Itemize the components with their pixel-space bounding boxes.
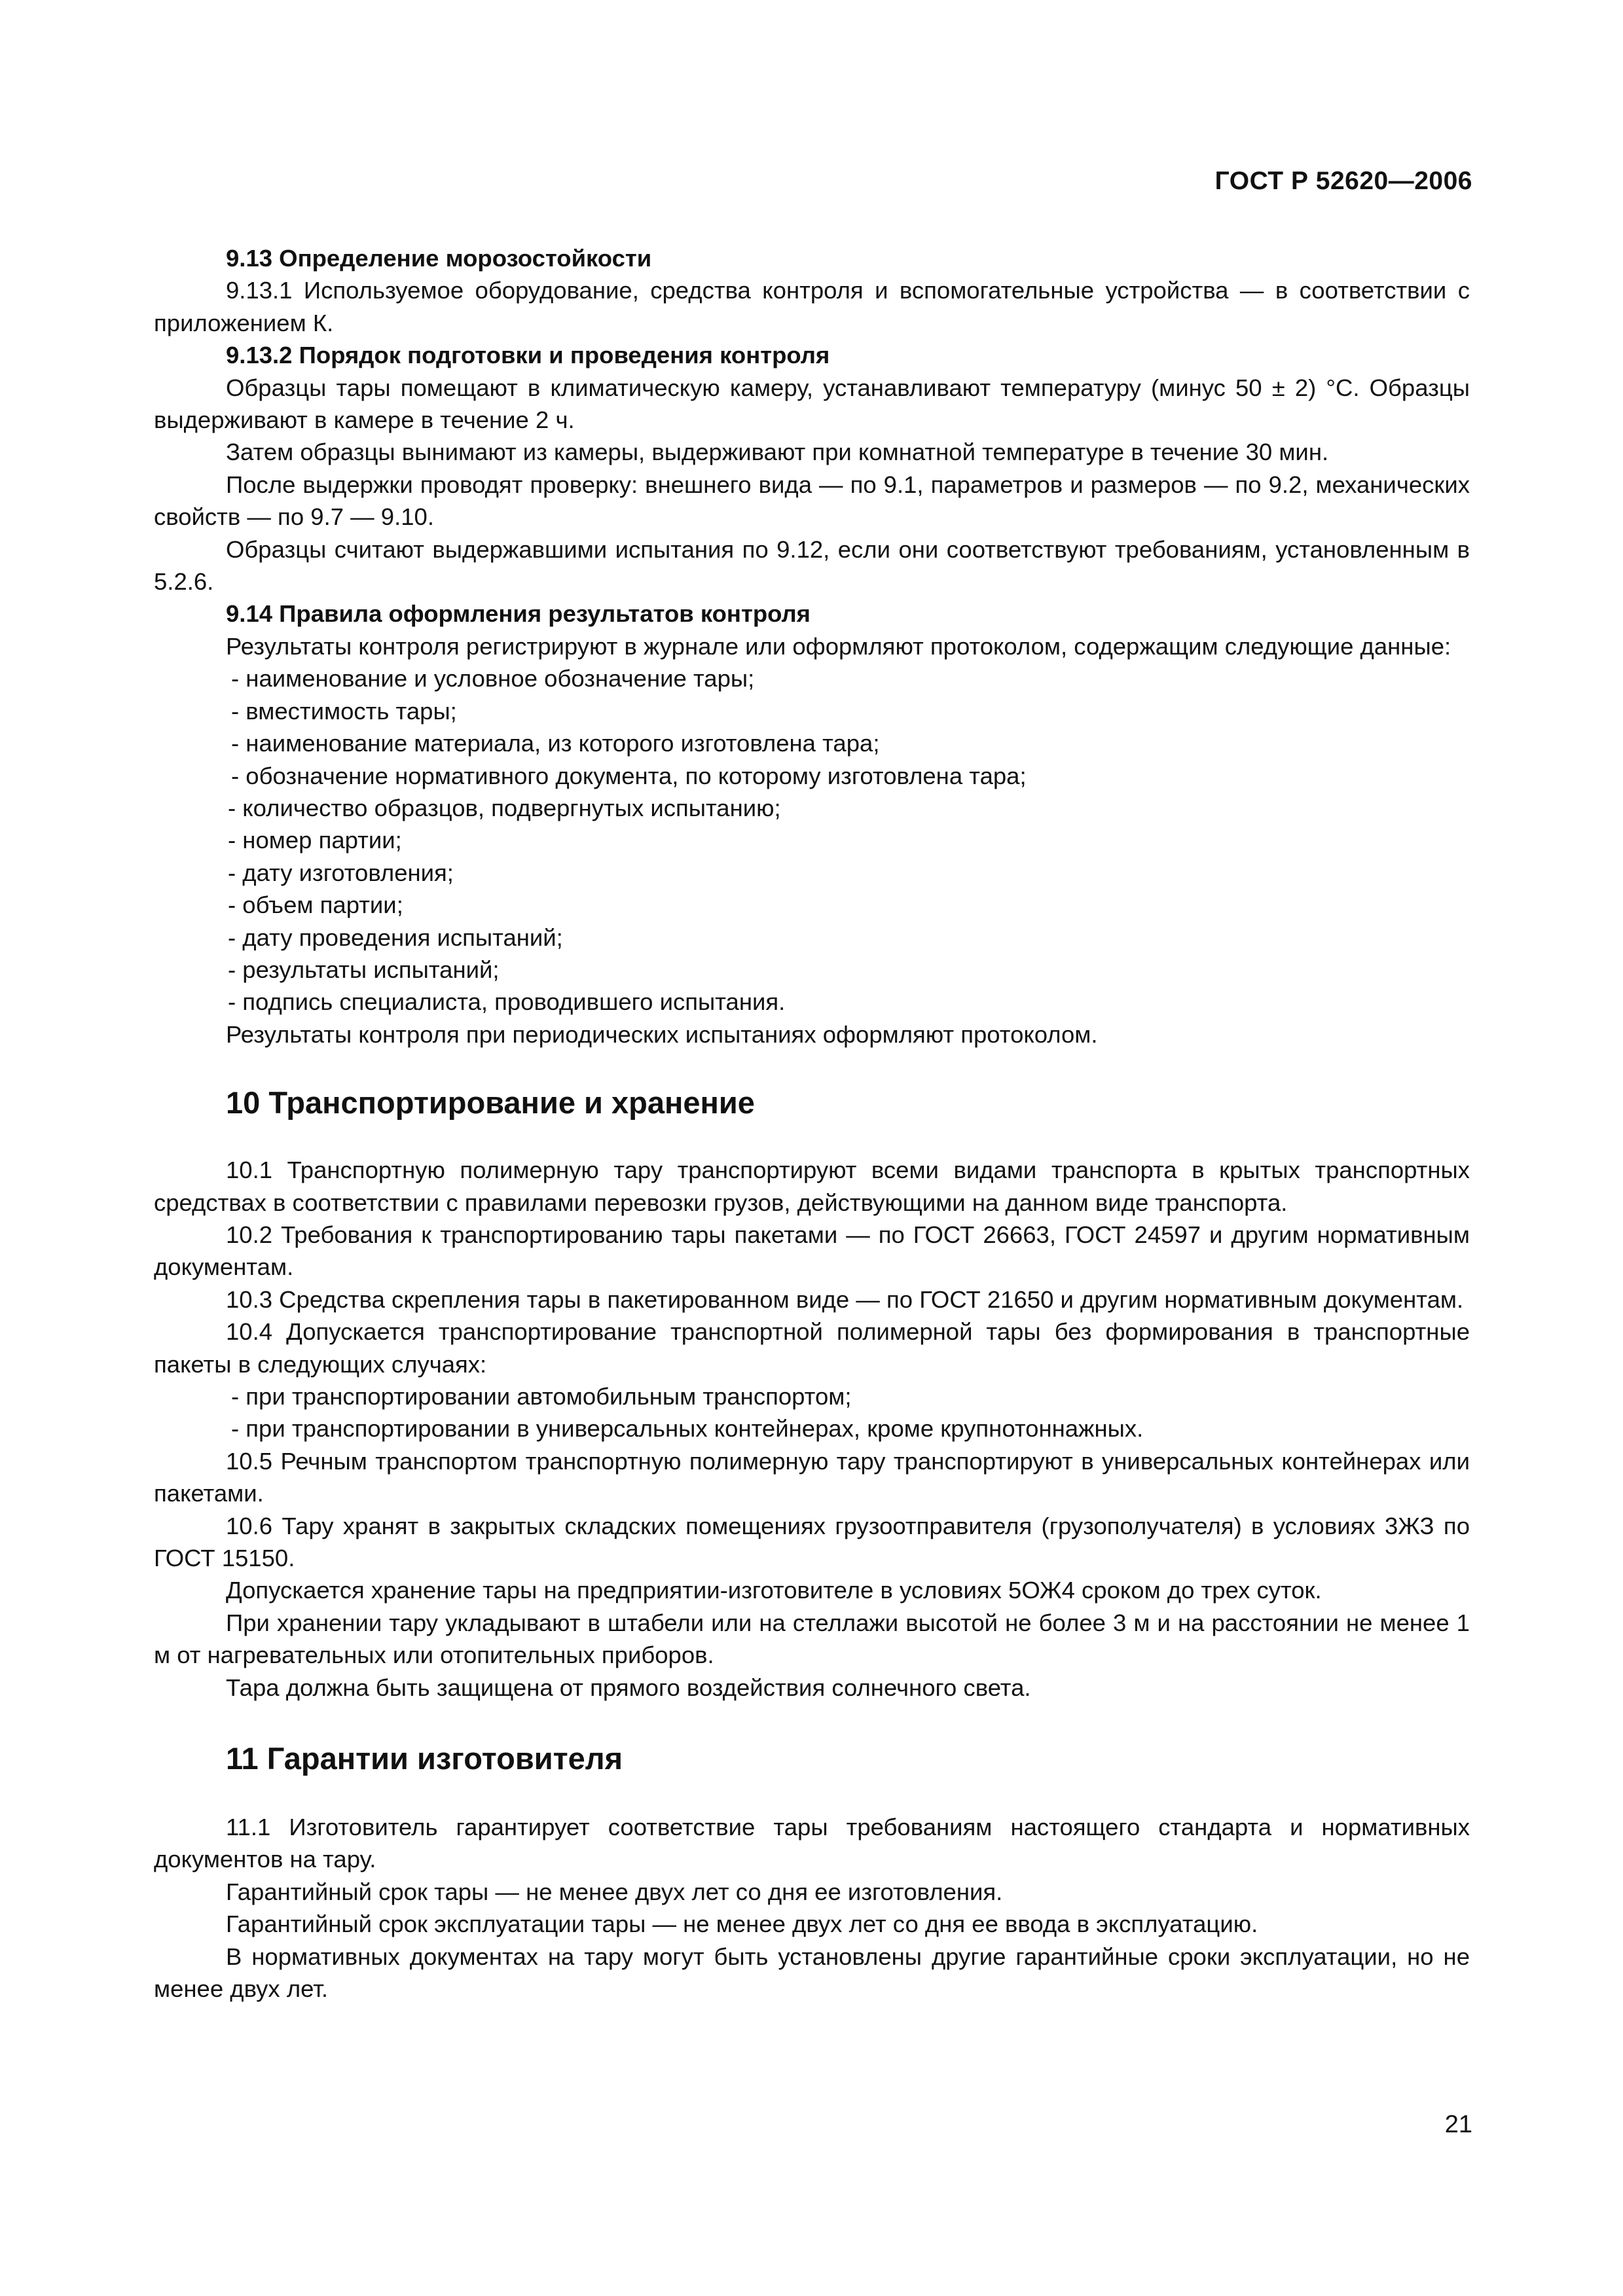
heading-9-14: 9.14 Правила оформления результатов контроля bbox=[226, 600, 811, 628]
paragraph-10-6-b: Допускается хранение тары на предприятии-изготовителе в условиях 5ОЖ4 сроком до трех суток. bbox=[226, 1577, 1322, 1604]
section-title-11: 11 Гарантии изготовителя bbox=[226, 1741, 623, 1776]
paragraph-9-13-2-b: Затем образцы вынимают из камеры, выдерживают при комнатной температуре в течение 30 мин. bbox=[226, 439, 1329, 466]
list-item: - дату изготовления; bbox=[228, 859, 454, 886]
paragraph-10-6: 10.6 Тару хранят в закрытых складских помещениях грузоотправителя (грузополучателя) в условиях 3ЖЗ по ГОСТ 15150. bbox=[154, 1512, 1470, 1572]
paragraph-10-4: 10.4 Допускается транспортирование транспортной полимерной тары без формирования в транспортные пакеты в следующих случаях: bbox=[154, 1318, 1470, 1378]
paragraph-9-13-2-d: Образцы считают выдержавшими испытания по 9.12, если они соответствуют требованиям, установленным в 5.2.6. bbox=[154, 535, 1470, 596]
list-item: - дату проведения испытаний; bbox=[228, 924, 563, 951]
list-item: - результаты испытаний; bbox=[228, 956, 500, 983]
paragraph-10-6-d: Тара должна быть защищена от прямого воздействия солнечного света. bbox=[226, 1674, 1031, 1701]
paragraph-10-5: 10.5 Речным транспортом транспортную полимерную тару транспортируют в универсальных контейнерах или пакетами. bbox=[154, 1447, 1470, 1507]
list-item: - при транспортировании автомобильным транспортом; bbox=[231, 1383, 852, 1410]
list-item: - объем партии; bbox=[228, 891, 403, 919]
list-item: - номер партии; bbox=[228, 827, 402, 854]
list-item: - наименование материала, из которого изготовлена тара; bbox=[231, 730, 880, 757]
paragraph-11-1-d: В нормативных документах на тару могут быть установлены другие гарантийные сроки эксплуатации, но не менее двух лет. bbox=[154, 1943, 1470, 2003]
list-item: - наименование и условное обозначение тары; bbox=[231, 665, 755, 692]
page-number: 21 bbox=[1444, 2111, 1472, 2138]
section-title-10: 10 Транспортирование и хранение bbox=[226, 1085, 755, 1121]
document-body bbox=[154, 242, 1470, 2005]
list-item: - количество образцов, подвергнутых испытанию; bbox=[228, 794, 781, 821]
paragraph-10-2: 10.2 Требования к транспортированию тары пакетами — по ГОСТ 26663, ГОСТ 24597 и другим нормативным документам. bbox=[154, 1221, 1470, 1281]
list-item: - при транспортировании в универсальных контейнерах, кроме крупнотоннажных. bbox=[231, 1415, 1144, 1443]
paragraph-10-1: 10.1 Транспортную полимерную тару транспортируют всеми видами транспорта в крытых транспортных средствах в соответствии с правилами перевозки грузов, действующими на данном виде транспорта. bbox=[154, 1157, 1470, 1216]
paragraph-9-13-2-c: После выдержки проводят проверку: внешнего вида — по 9.1, параметров и размеров — по 9.2, механических свойств — по 9.7 — 9.10. bbox=[154, 471, 1470, 531]
list-item: - вместимость тары; bbox=[231, 697, 457, 725]
paragraph-9-14-intro: Результаты контроля регистрируют в журнале или оформляют протоколом, содержащим следующие данные: bbox=[226, 632, 1451, 660]
paragraph-9-13-2-a: Образцы тары помещают в климатическую камеру, устанавливают температуру (минус 50 ± 2) °С. Образцы выдерживают в камере в течение 2 ч. bbox=[154, 374, 1470, 434]
document-code: ГОСТ Р 52620—2006 bbox=[1214, 167, 1472, 195]
paragraph-10-6-c: При хранении тару укладывают в штабели или на стеллажи высотой не более 3 м и на расстоянии не менее 1 м от нагревательных или отопительных приборов. bbox=[154, 1609, 1470, 1669]
paragraph-11-1: 11.1 Изготовитель гарантирует соответствие тары требованиям настоящего стандарта и нормативных документов на тару. bbox=[154, 1814, 1470, 1873]
heading-9-13: 9.13 Определение морозостойкости bbox=[226, 245, 652, 272]
list-item: - подпись специалиста, проводившего испытания. bbox=[228, 988, 786, 1016]
paragraph-9-13-1: 9.13.1 Используемое оборудование, средства контроля и вспомогательные устройства — в соответствии с приложением К. bbox=[154, 277, 1470, 336]
paragraph-9-14-closing: Результаты контроля при периодических испытаниях оформляют протоколом. bbox=[226, 1020, 1098, 1048]
paragraph-11-1-c: Гарантийный срок эксплуатации тары — не менее двух лет со дня ее ввода в эксплуатацию. bbox=[226, 1910, 1258, 1938]
paragraph-11-1-b: Гарантийный срок тары — не менее двух лет со дня ее изготовления. bbox=[226, 1878, 1003, 1905]
paragraph-10-3: 10.3 Средства скрепления тары в пакетированном виде — по ГОСТ 21650 и другим нормативным документам. bbox=[226, 1285, 1464, 1313]
list-item: - обозначение нормативного документа, по которому изготовлена тара; bbox=[231, 762, 1027, 789]
heading-9-13-2: 9.13.2 Порядок подготовки и проведения контроля bbox=[226, 342, 830, 369]
